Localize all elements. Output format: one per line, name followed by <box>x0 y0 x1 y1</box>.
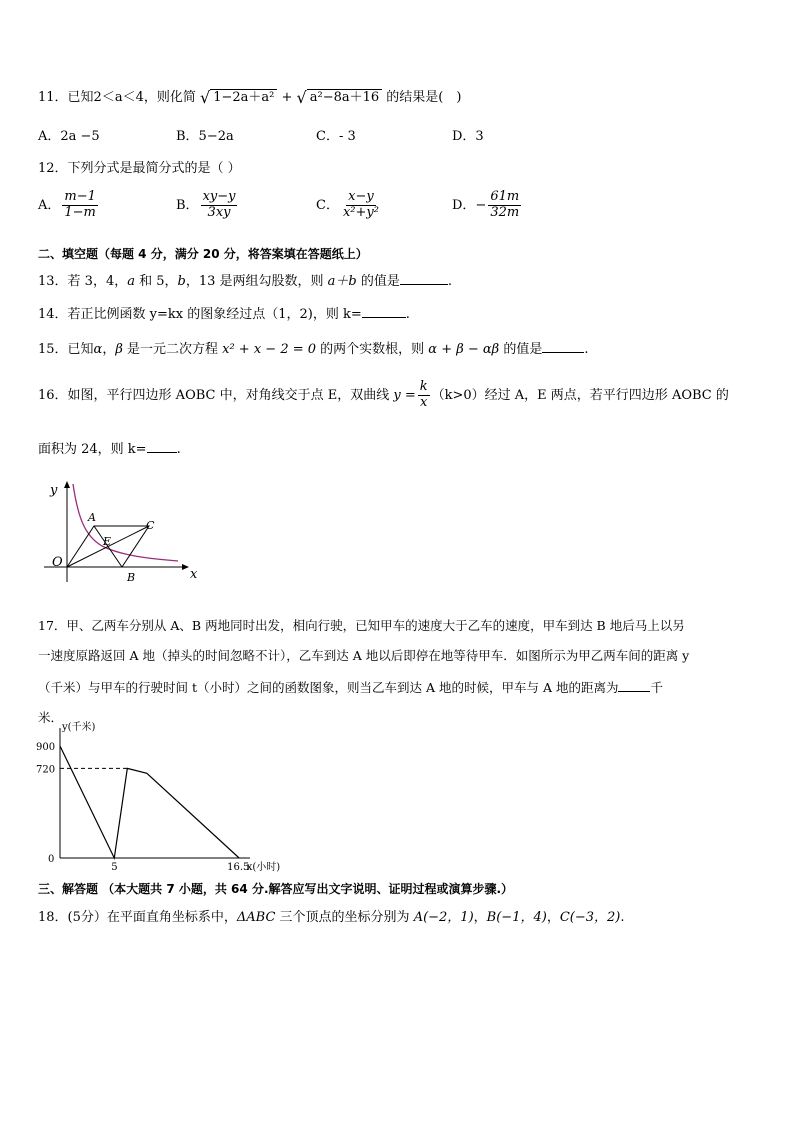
q12-option-b: B． $\frac{xy-y}{3xy}$ <box>176 189 236 220</box>
sqrt-expression-1: √ 1−2a＋a² <box>200 89 277 106</box>
x-tick-label: 5 <box>111 862 118 873</box>
q12-option-d: D．− $\frac{61m}{32m}$ <box>452 189 520 220</box>
y-axis-label: y(千米) <box>62 722 96 733</box>
question-12-stem: 12．下列分式是最简分式的是（ ） <box>38 161 241 176</box>
q11-stem-end: 的结果是( ) <box>386 90 462 105</box>
fraction: $\frac{xy-y}{3xy}$ <box>202 189 236 220</box>
point-b-label: B <box>127 571 136 584</box>
answer-blank <box>362 305 406 318</box>
question-17-line4: 米． <box>38 710 64 725</box>
parallelogram-hyperbola-figure <box>40 478 210 588</box>
question-15: 15．已知α，β 是一元二次方程 x² + x − 2 = 0 的两个实数根，则 α + β − αβ 的值是 . <box>38 342 589 357</box>
origin-label: 0 <box>48 854 55 865</box>
question-17-line2: 一速度原路返回 A 地（掉头的时间忽略不计），乙车到达 A 地以后即停在地等待甲车．如图所示为甲乙两车间的距离 y <box>38 648 690 663</box>
q11-option-d: D．3 <box>452 129 484 144</box>
point-o-label: O <box>52 555 63 570</box>
fraction: $\frac{m-1}{1-m}$ <box>64 189 96 220</box>
q11-option-a: A．2a −5 <box>38 129 100 144</box>
question-13: 13．若 3，4，a 和 5，b，13 是两组勾股数，则 a＋b 的值是 . <box>38 274 453 289</box>
y-tick-label: 900 <box>36 741 56 753</box>
question-16-line1: 16．如图，平行四边形 AOBC 中，对角线交于点 E，双曲线 y = $\frac{k}{x}$ （k>0）经过 A，E 两点，若平行四边形 AOBC 的 <box>38 379 729 410</box>
q11-stem-start: 11．已知2＜a＜4，则化简 <box>38 90 196 105</box>
q11-option-b: B．5−2a <box>176 129 234 144</box>
answer-blank <box>400 272 448 285</box>
q12-option-c: C． $\frac{x-y}{\text{x²+y²}}$ <box>316 189 379 220</box>
sqrt-expression-2: √ a²−8a＋16 <box>297 89 383 106</box>
section-3-heading: 三、解答题 （本大题共 7 小题，共 64 分.解答应写出文字说明、证明过程或演算步骤.） <box>38 882 514 896</box>
question-18: 18．(5分）在平面直角坐标系中，ΔABC 三个顶点的坐标分别为 A(−2，1)，B(−1，4)，C(−3，2). <box>38 910 625 925</box>
question-17-line3: （千米）与甲车的行驶时间 t（小时）之间的函数图象，则当乙车到达 A 地的时候，甲车与 A 地的距离为 千 <box>38 680 663 695</box>
series-line <box>60 746 239 858</box>
fraction: $\frac{61m}{32m}$ <box>490 189 520 220</box>
question-11: 11．已知2＜a＜4，则化简 √ 1−2a＋a² + √ a²−8a＋16 的结果是( ) <box>38 87 462 107</box>
point-a-label: A <box>88 511 96 524</box>
answer-blank <box>147 440 177 453</box>
q12-option-a: A． $\frac{m-1}{1-m}$ <box>38 189 96 220</box>
section-2-heading: 二、填空题（每题 4 分，满分 20 分，将答案填在答题纸上） <box>38 247 368 261</box>
x-axis-label: x(小时) <box>246 862 281 873</box>
fraction: $\frac{k}{x}$ <box>419 379 428 410</box>
y-axis-label: y <box>50 483 58 498</box>
y-tick-label: 720 <box>36 764 56 776</box>
answer-blank <box>618 679 650 692</box>
y-axis-arrow <box>64 481 70 488</box>
distance-time-chart <box>30 722 281 876</box>
fraction: $\frac{x-y}{\text{x²+y²}}$ <box>342 189 379 220</box>
x-axis-label: x <box>190 567 198 582</box>
q11-option-c: C．- 3 <box>316 129 356 144</box>
question-14: 14．若正比例函数 y=kx 的图象经过点（1，2)，则 k= . <box>38 307 410 322</box>
point-e-label: E <box>103 535 112 548</box>
question-16-line2: 面积为 24，则 k= . <box>38 442 181 457</box>
answer-blank <box>542 340 584 353</box>
x-tick-label: 16.5 <box>227 862 250 873</box>
x-axis-arrow <box>182 564 189 570</box>
point-c-label: C <box>146 519 155 532</box>
question-17-line1: 17．甲、乙两车分别从 A、B 两地同时出发，相向行驶，已知甲车的速度大于乙车的速度，甲车到达 B 地后马上以另 <box>38 618 685 633</box>
